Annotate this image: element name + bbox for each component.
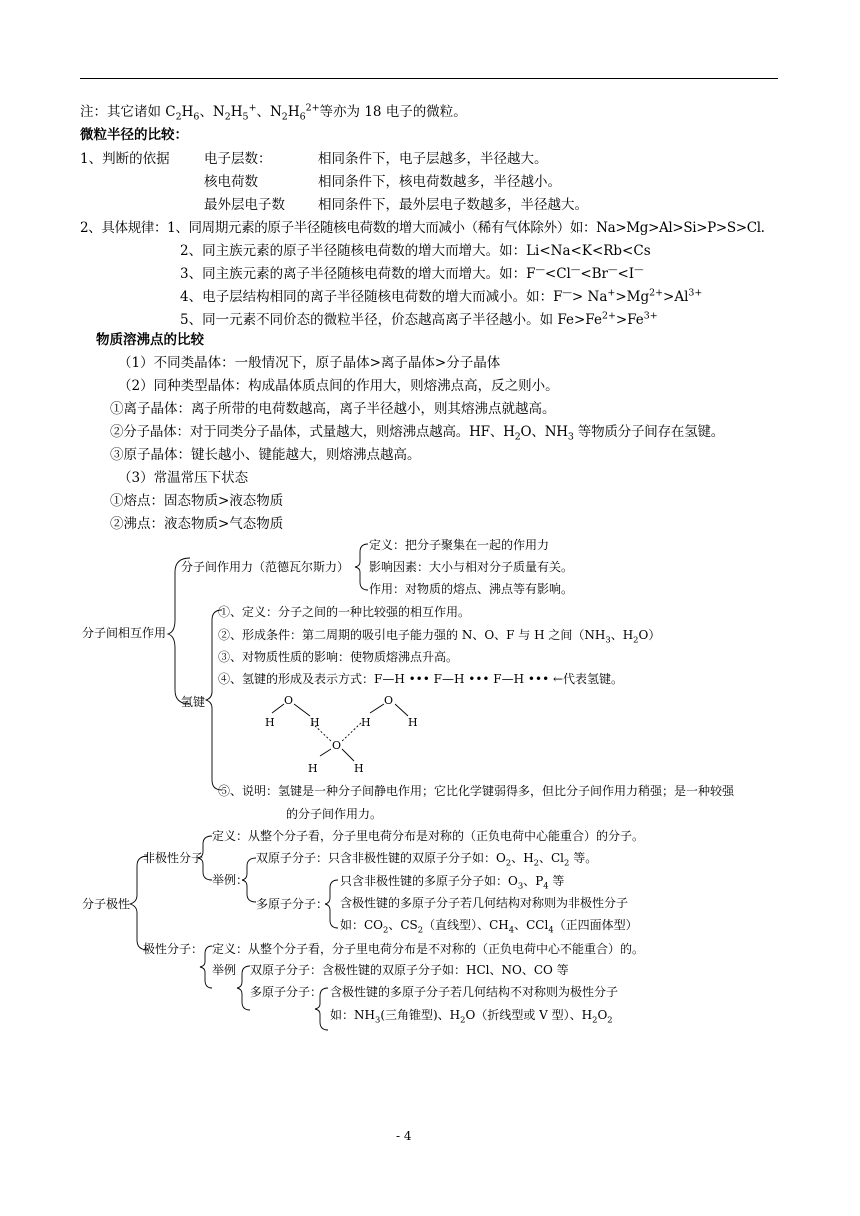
polar-diatomic: 双原子分子：含极性键的双原子分子如：HCl、NO、CO 等 <box>250 963 569 977</box>
rule-3: 3、同主族元素的离子半径随核电荷数的增大而增大。如：F—<Cl—<Br—<I— <box>180 264 644 282</box>
rule-5: 5、同一元素不同价态的微粒半径，价态越高离子半径越小。如 $Fe>Fe^{2+}>Fe^{3+}$ <box>180 310 658 328</box>
atom-label: H <box>265 716 275 729</box>
forces-root: 分子间相互作用 <box>82 626 167 640</box>
nonpolar-diatomic: 双原子分子：只含非极性键的双原子分子如：$O_2$、$H_2$、$Cl_2$ 等。 <box>256 851 598 868</box>
vdw-item: 作用：对物质的熔点、沸点等有影响。 <box>369 582 574 596</box>
polar-example-label: 举例 <box>212 963 237 977</box>
basis-label: 1、判断的依据 <box>80 151 170 167</box>
hbond-item: ①、定义：分子之间的一种比较强的相互作用。 <box>218 605 471 619</box>
atom-label: H <box>408 716 418 729</box>
polar-poly-item: 含极性键的多原子分子若几何结构不对称则为极性分子 <box>330 985 619 999</box>
nonpolar-node: 非极性分子 <box>143 851 204 865</box>
note-line: 注：其它诸如 $C_2H_6$、$N_2H_5^+$、$N_2H_6^{2+}$等亦为 18 电子的微粒。 <box>80 102 467 123</box>
atom-label: O <box>332 739 342 752</box>
melting-line: ①离子晶体：离子所带的电荷数越高，离子半径越小，则其熔沸点就越高。 <box>110 401 556 417</box>
basis-value: 相同条件下，电子层越多，半径越大。 <box>318 151 548 167</box>
hbond-item: ④、氢键的形成及表示方式：F—H ••• F—H ••• F—H ••• ←代表氢键。 <box>218 672 624 686</box>
rule-1: 2、具体规律：1、同周期元素的原子半径随核电荷数的增大而减小（稀有气体除外）如：Na>Mg>Al>Si>P>S>Cl. <box>80 220 765 236</box>
polar-poly-label: 多原子分子： <box>250 985 323 999</box>
nonpolar-example-label: 举例： <box>212 873 249 887</box>
atom-label: H <box>308 762 318 775</box>
melting-line: ②分子晶体：对于同类分子晶体，式量越大，则熔沸点越高。HF、$H_2O$、$NH_3$ 等物质分子间存在氢键。 <box>110 424 725 443</box>
atom-label: O <box>384 694 394 707</box>
nonpolar-poly-item: 只含非极性键的多原子分子如：$O_3$、$P_4$ 等 <box>340 874 565 891</box>
melting-line: （1）不同类晶体：一般情况下，原子晶体>离子晶体>分子晶体 <box>118 355 501 371</box>
basis-value: 相同条件下，核电荷数越多，半径越小。 <box>318 174 561 190</box>
basis-value: 相同条件下，最外层电子数越多，半径越大。 <box>318 197 588 213</box>
vdw-item: 定义：把分子聚集在一起的作用力 <box>369 538 550 552</box>
atom-label: H <box>310 716 320 729</box>
polar-definition: 定义：从整个分子看，分子里电荷分布是不对称的（正负电荷中心不能重合）的。 <box>212 942 645 956</box>
melting-line: ②沸点：液态物质>气态物质 <box>110 516 284 532</box>
basis-key: 电子层数： <box>204 151 272 167</box>
rule-2: 2、同主族元素的原子半径随核电荷数的增大而增大。如：Li<Na<K<Rb<Cs <box>180 243 651 259</box>
polar-node: 极性分子： <box>143 942 204 956</box>
nonpolar-poly-item: 如：$CO_2$、$CS_2$（直线型）、$CH_4$、CCl$_4$（正四面体型） <box>340 918 638 935</box>
atom-label: H <box>354 762 364 775</box>
atom-label: O <box>284 694 294 707</box>
rule-4: 4、电子层结构相同的离子半径随核电荷数的增大而减小。如：$F^—> Na^+>Mg^{2+}>Al^{3+}$ <box>180 287 703 305</box>
melting-heading: 物质溶沸点的比较 <box>96 332 204 348</box>
page-number: - 4 <box>396 1129 412 1143</box>
melting-line: ①熔点：固态物质>液态物质 <box>110 493 284 509</box>
melting-line: （2）同种类型晶体：构成晶体质点间的作用大，则熔沸点高，反之则小。 <box>118 378 559 394</box>
hbond-item: ⑤、说明：氢键是一种分子间静电作用；它比化学键弱得多，但比分子间作用力稍强；是一种较强 <box>218 784 735 798</box>
melting-line: ③原子晶体：键长越小、键能越大，则熔沸点越高。 <box>110 447 421 463</box>
hbond-item: ③、对物质性质的影响：使物质熔沸点升高。 <box>218 650 459 664</box>
vdw-item: 影响因素：大小与相对分子质量有关。 <box>369 560 574 574</box>
polar-poly-item: 如：$NH_3$(三角锥型)、$H_2O$（折线型或 V 型）、$H_2O_2$ <box>330 1008 613 1025</box>
basis-key: 最外层电子数 <box>204 197 285 213</box>
hbond-node: 氢键 <box>181 695 206 709</box>
nonpolar-poly-label: 多原子分子： <box>256 897 329 911</box>
atom-label: H <box>361 716 371 729</box>
nonpolar-definition: 定义：从整个分子看，分子里电荷分布是对称的（正负电荷中心能重合）的分子。 <box>212 829 645 843</box>
vdw-node: 分子间作用力（范德瓦尔斯力） <box>181 560 350 574</box>
hbond-item: 的分子间作用力。 <box>286 807 383 821</box>
hbond-item: ②、形成条件：第二周期的吸引电子能力强的 N、O、F 与 H 之间（$NH_3$、$H_2O$） <box>218 628 661 645</box>
basis-key: 核电荷数 <box>204 174 258 190</box>
radius-heading: 微粒半径的比较： <box>80 127 188 143</box>
melting-line: （3）常温常压下状态 <box>118 470 249 486</box>
nonpolar-poly-item: 含极性键的多原子分子若几何结构对称则为非极性分子 <box>340 896 629 910</box>
polarity-root: 分子极性 <box>82 897 131 911</box>
